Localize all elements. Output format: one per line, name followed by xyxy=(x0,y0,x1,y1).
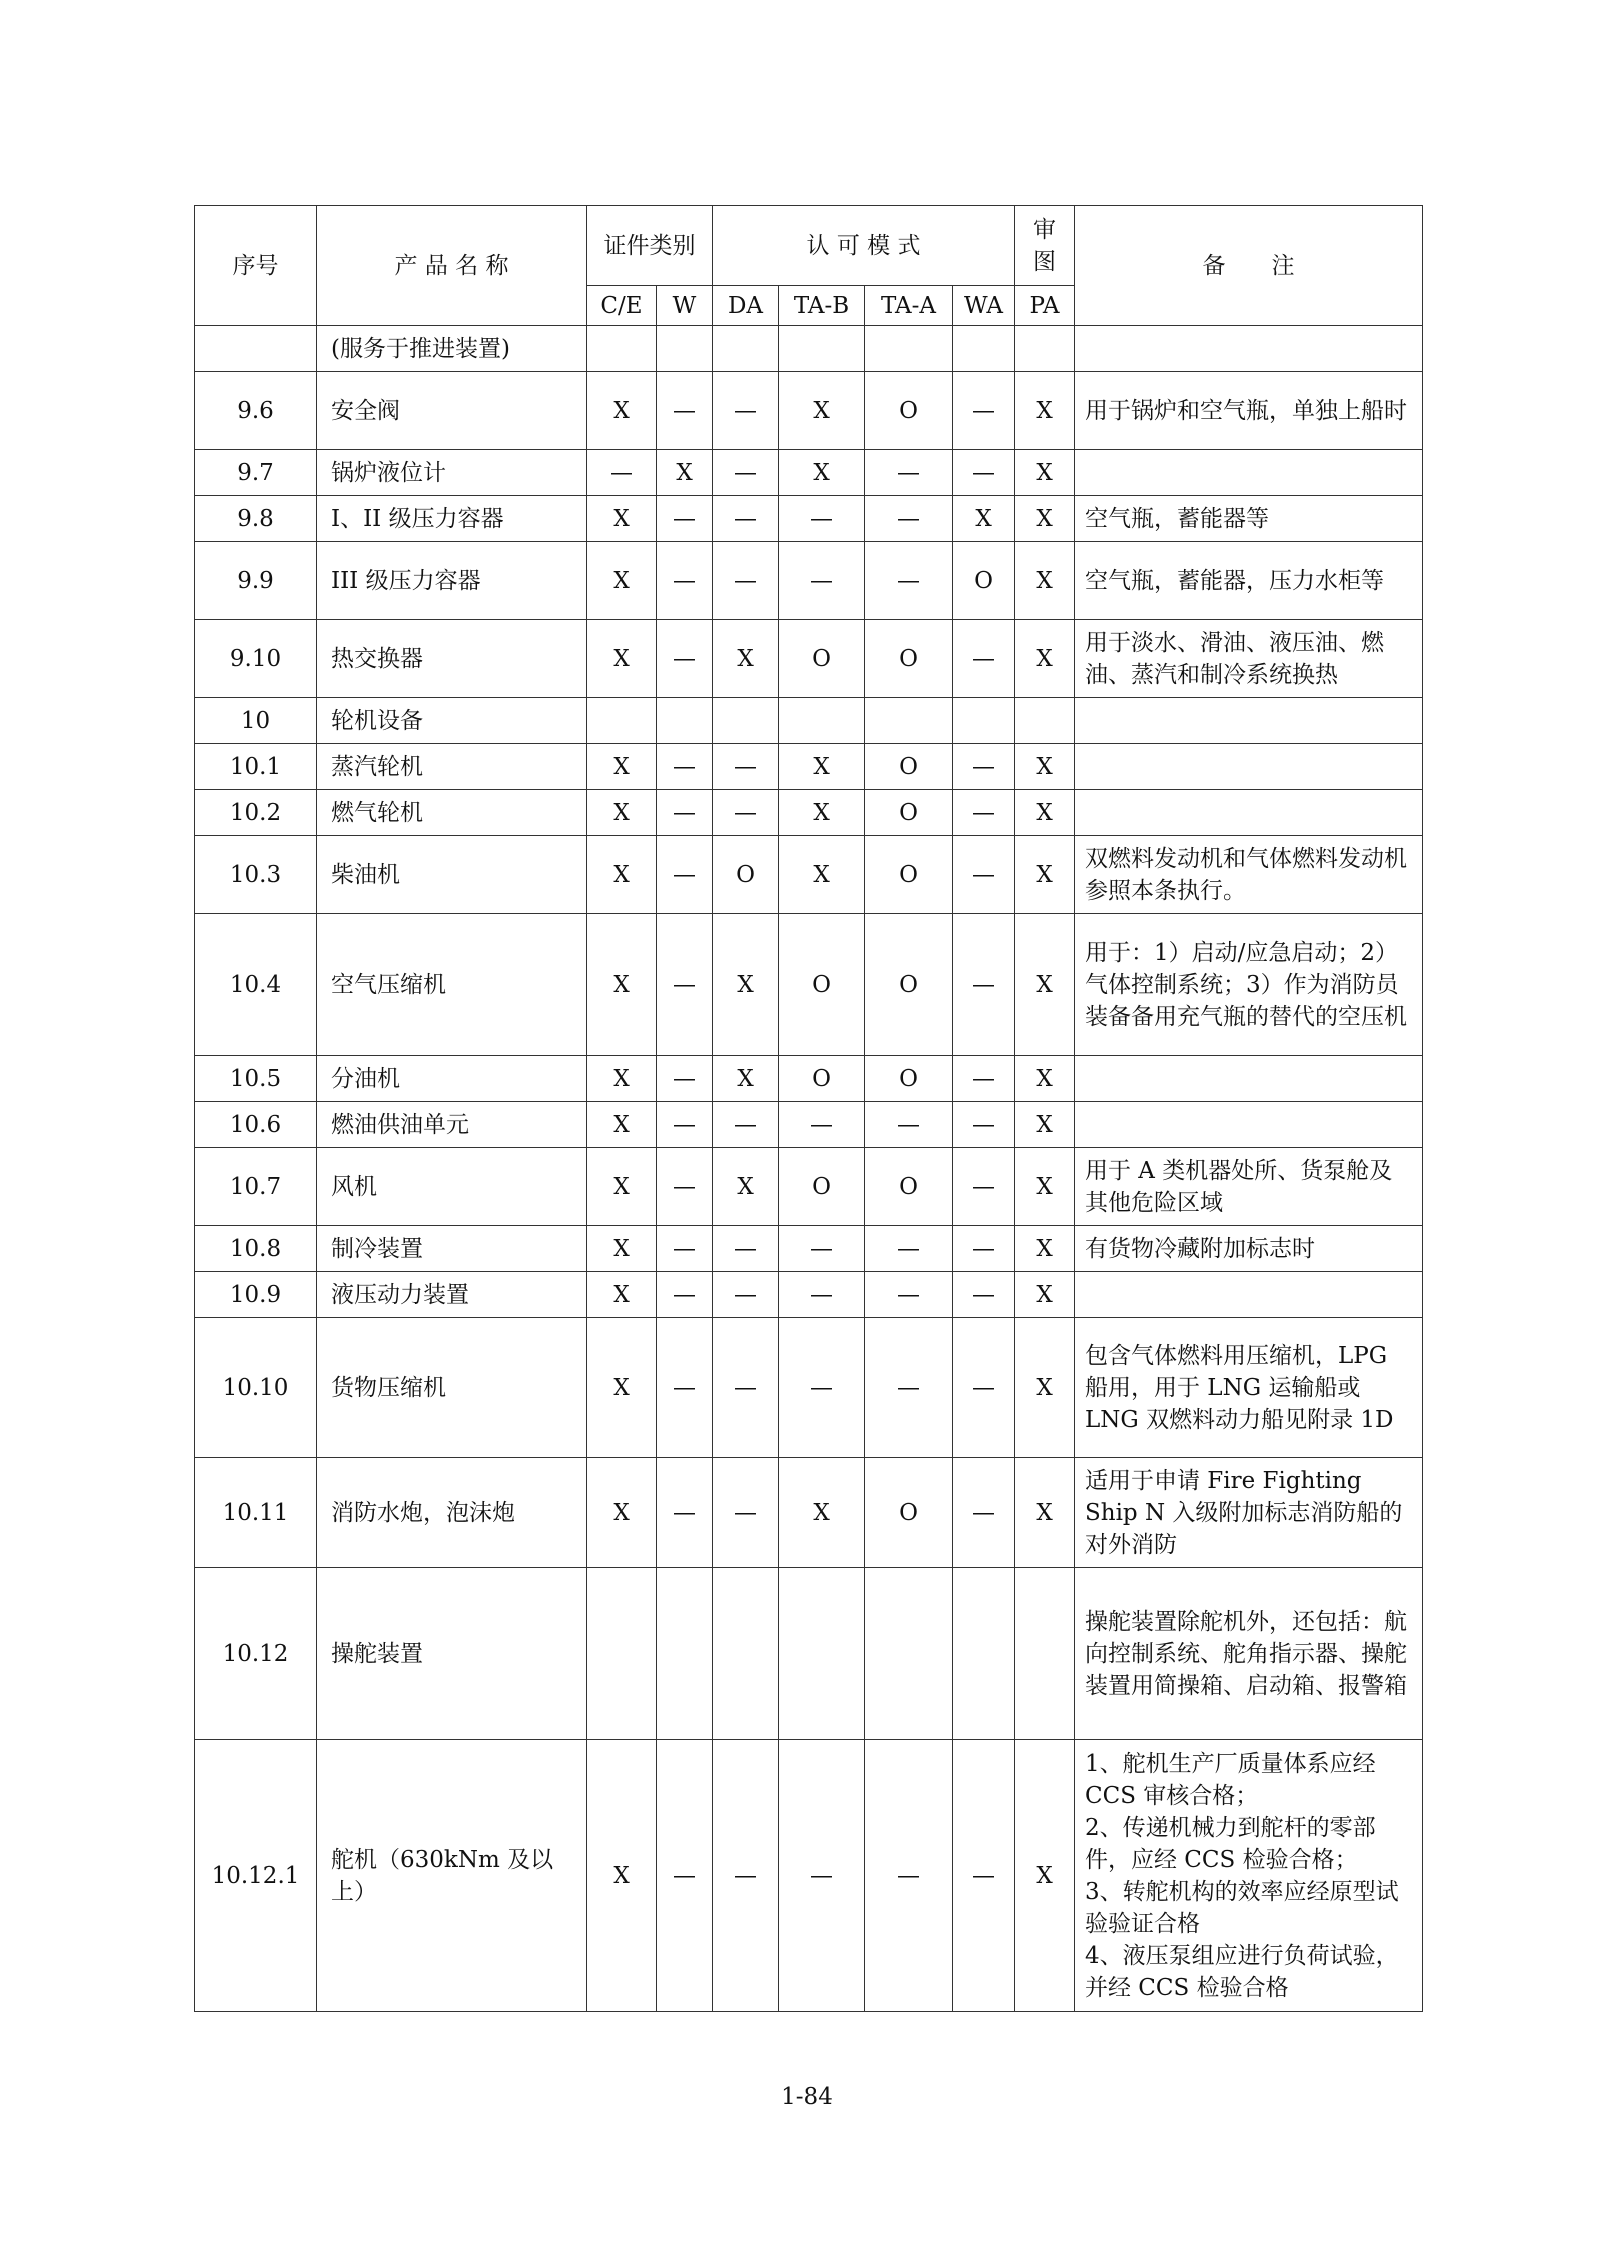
cell-ce: X xyxy=(587,1318,657,1458)
cell-seq: 9.7 xyxy=(195,450,317,496)
col-header-seq: 序号 xyxy=(195,206,317,326)
cell-ce: X xyxy=(587,744,657,790)
cell-wa: — xyxy=(953,836,1015,914)
cell-taa xyxy=(865,698,953,744)
cell-taa: — xyxy=(865,1102,953,1148)
cell-seq: 9.10 xyxy=(195,620,317,698)
cell-ce: X xyxy=(587,1458,657,1568)
cell-remark xyxy=(1075,326,1423,372)
cell-tab: X xyxy=(779,836,865,914)
cell-tab xyxy=(779,698,865,744)
cell-tab: — xyxy=(779,1272,865,1318)
cell-seq: 10.4 xyxy=(195,914,317,1056)
cell-pa: X xyxy=(1015,1148,1075,1226)
cell-w: — xyxy=(657,1740,713,2012)
cell-pa: X xyxy=(1015,1056,1075,1102)
cell-tab: — xyxy=(779,496,865,542)
cell-w: — xyxy=(657,790,713,836)
cell-remark: 操舵装置除舵机外，还包括：航向控制系统、舵角指示器、操舵装置用简操箱、启动箱、报警箱 xyxy=(1075,1568,1423,1740)
table-row xyxy=(195,496,1423,542)
cell-ce xyxy=(587,698,657,744)
cell-ce: X xyxy=(587,914,657,1056)
table-row xyxy=(195,914,1423,1056)
cell-da: — xyxy=(713,1458,779,1568)
cell-seq: 10.12 xyxy=(195,1568,317,1740)
cell-w xyxy=(657,1568,713,1740)
cell-remark: 双燃料发动机和气体燃料发动机参照本条执行。 xyxy=(1075,836,1423,914)
cell-tab xyxy=(779,326,865,372)
col-header-drawing-review: 审图 xyxy=(1015,206,1075,286)
cell-remark xyxy=(1075,790,1423,836)
cell-remark: 1、舵机生产厂质量体系应经 CCS 审核合格； 2、传递机械力到舵杆的零部件，应经 CCS 检验合格； 3、转舵机构的效率应经原型试验验证合格 4、液压泵组应进行负荷试验，并经 CCS 检验合格 xyxy=(1075,1740,1423,2012)
cell-w: — xyxy=(657,620,713,698)
cell-seq: 10.12.1 xyxy=(195,1740,317,2012)
cell-taa: O xyxy=(865,1056,953,1102)
cell-w: — xyxy=(657,1458,713,1568)
cell-da: — xyxy=(713,372,779,450)
cell-remark: 用于锅炉和空气瓶，单独上船时 xyxy=(1075,372,1423,450)
cell-wa: — xyxy=(953,1226,1015,1272)
cell-da: — xyxy=(713,790,779,836)
cell-w: — xyxy=(657,542,713,620)
cell-w: — xyxy=(657,496,713,542)
cell-wa: — xyxy=(953,1318,1015,1458)
cell-seq: 10.2 xyxy=(195,790,317,836)
cell-ce: X xyxy=(587,1056,657,1102)
cell-ce xyxy=(587,326,657,372)
cell-taa: O xyxy=(865,1458,953,1568)
cell-ce: X xyxy=(587,1740,657,2012)
cell-wa: — xyxy=(953,914,1015,1056)
cell-tab: X xyxy=(779,790,865,836)
cell-da xyxy=(713,698,779,744)
cell-pa: X xyxy=(1015,620,1075,698)
cell-product-name: 柴油机 xyxy=(317,836,587,914)
table-row xyxy=(195,698,1423,744)
col-header-remarks: 备 注 xyxy=(1075,206,1423,326)
cell-taa: O xyxy=(865,744,953,790)
cell-pa: X xyxy=(1015,542,1075,620)
cell-tab: O xyxy=(779,914,865,1056)
cell-taa: — xyxy=(865,1740,953,2012)
cell-taa xyxy=(865,326,953,372)
cell-da: — xyxy=(713,1740,779,2012)
cell-product-name: 蒸汽轮机 xyxy=(317,744,587,790)
cell-tab: O xyxy=(779,620,865,698)
table-row xyxy=(195,372,1423,450)
cell-w xyxy=(657,326,713,372)
cell-taa: — xyxy=(865,450,953,496)
col-header-w: W xyxy=(657,286,713,326)
cell-da: — xyxy=(713,450,779,496)
cell-taa: O xyxy=(865,1148,953,1226)
cell-ce: X xyxy=(587,1226,657,1272)
cell-remark: 空气瓶，蓄能器等 xyxy=(1075,496,1423,542)
cell-seq: 10.8 xyxy=(195,1226,317,1272)
cell-taa: — xyxy=(865,496,953,542)
cell-remark: 适用于申请 Fire Fighting Ship N 入级附加标志消防船的对外消防 xyxy=(1075,1458,1423,1568)
cell-tab: — xyxy=(779,1740,865,2012)
table-row xyxy=(195,1226,1423,1272)
cell-product-name: 空气压缩机 xyxy=(317,914,587,1056)
cell-wa xyxy=(953,326,1015,372)
cell-wa: — xyxy=(953,620,1015,698)
cell-da: — xyxy=(713,744,779,790)
cell-pa: X xyxy=(1015,914,1075,1056)
cell-ce: X xyxy=(587,1148,657,1226)
cell-product-name: 分油机 xyxy=(317,1056,587,1102)
col-header-da: DA xyxy=(713,286,779,326)
cell-pa: X xyxy=(1015,790,1075,836)
cell-pa: X xyxy=(1015,496,1075,542)
cell-ce: X xyxy=(587,836,657,914)
cell-da xyxy=(713,326,779,372)
cell-ce: X xyxy=(587,542,657,620)
cell-tab: — xyxy=(779,1318,865,1458)
cell-taa: O xyxy=(865,836,953,914)
table-row xyxy=(195,326,1423,372)
cell-product-name: III 级压力容器 xyxy=(317,542,587,620)
cell-ce xyxy=(587,1568,657,1740)
cell-pa: X xyxy=(1015,1226,1075,1272)
cell-remark xyxy=(1075,698,1423,744)
cell-product-name: 安全阀 xyxy=(317,372,587,450)
cell-da: — xyxy=(713,496,779,542)
cell-pa: X xyxy=(1015,1740,1075,2012)
cell-w xyxy=(657,698,713,744)
cell-tab: X xyxy=(779,744,865,790)
cell-seq: 10.11 xyxy=(195,1458,317,1568)
cell-remark: 空气瓶，蓄能器，压力水柜等 xyxy=(1075,542,1423,620)
col-header-ta-a: TA-A xyxy=(865,286,953,326)
cell-tab: — xyxy=(779,1102,865,1148)
cell-seq: 9.6 xyxy=(195,372,317,450)
cell-taa: O xyxy=(865,372,953,450)
cell-product-name: 货物压缩机 xyxy=(317,1318,587,1458)
cell-wa: — xyxy=(953,1056,1015,1102)
cell-seq: 10.5 xyxy=(195,1056,317,1102)
cell-w: — xyxy=(657,836,713,914)
cell-taa: O xyxy=(865,620,953,698)
cell-wa: — xyxy=(953,744,1015,790)
cell-tab: X xyxy=(779,372,865,450)
cell-wa: — xyxy=(953,1102,1015,1148)
cell-taa: — xyxy=(865,542,953,620)
cell-tab: O xyxy=(779,1056,865,1102)
cell-wa: — xyxy=(953,1272,1015,1318)
cell-pa xyxy=(1015,326,1075,372)
cell-seq xyxy=(195,326,317,372)
cell-tab: X xyxy=(779,1458,865,1568)
cell-tab xyxy=(779,1568,865,1740)
cell-product-name: (服务于推进装置) xyxy=(317,326,587,372)
cell-ce: X xyxy=(587,372,657,450)
cell-seq: 10.1 xyxy=(195,744,317,790)
cell-w: — xyxy=(657,744,713,790)
cell-ce: X xyxy=(587,1102,657,1148)
cell-w: — xyxy=(657,1272,713,1318)
cell-pa: X xyxy=(1015,836,1075,914)
cell-seq: 10.10 xyxy=(195,1318,317,1458)
cell-remark: 用于 A 类机器处所、货泵舱及其他危险区域 xyxy=(1075,1148,1423,1226)
cell-da: — xyxy=(713,542,779,620)
cell-pa xyxy=(1015,698,1075,744)
cell-product-name: 液压动力装置 xyxy=(317,1272,587,1318)
cell-ce: X xyxy=(587,620,657,698)
table-row xyxy=(195,1272,1423,1318)
col-header-ta-b: TA-B xyxy=(779,286,865,326)
cell-da: — xyxy=(713,1226,779,1272)
cell-ce: — xyxy=(587,450,657,496)
cell-remark xyxy=(1075,1056,1423,1102)
cell-w: — xyxy=(657,1226,713,1272)
cell-remark: 用于淡水、滑油、液压油、燃油、蒸汽和制冷系统换热 xyxy=(1075,620,1423,698)
col-header-name: 产 品 名 称 xyxy=(317,206,587,326)
table-row xyxy=(195,1056,1423,1102)
table-body xyxy=(195,326,1423,2012)
cell-da: X xyxy=(713,620,779,698)
cell-product-name: 燃气轮机 xyxy=(317,790,587,836)
cell-seq: 10.3 xyxy=(195,836,317,914)
cell-da: — xyxy=(713,1272,779,1318)
cell-pa: X xyxy=(1015,1102,1075,1148)
cell-wa: — xyxy=(953,372,1015,450)
cell-remark xyxy=(1075,1102,1423,1148)
cell-pa: X xyxy=(1015,1318,1075,1458)
cell-wa xyxy=(953,698,1015,744)
cell-ce: X xyxy=(587,1272,657,1318)
cell-pa: X xyxy=(1015,744,1075,790)
table-row xyxy=(195,1458,1423,1568)
cell-da: X xyxy=(713,1148,779,1226)
table-row xyxy=(195,1568,1423,1740)
table-row xyxy=(195,1102,1423,1148)
cell-wa: — xyxy=(953,1740,1015,2012)
cell-product-name: 锅炉液位计 xyxy=(317,450,587,496)
cell-product-name: 轮机设备 xyxy=(317,698,587,744)
col-header-cert-type: 证件类别 xyxy=(587,206,713,286)
cell-tab: — xyxy=(779,1226,865,1272)
cell-w: X xyxy=(657,450,713,496)
cell-seq: 10.9 xyxy=(195,1272,317,1318)
cell-taa: O xyxy=(865,914,953,1056)
cell-da xyxy=(713,1568,779,1740)
table-row xyxy=(195,1318,1423,1458)
cell-seq: 9.8 xyxy=(195,496,317,542)
cell-seq: 10.7 xyxy=(195,1148,317,1226)
cell-wa xyxy=(953,1568,1015,1740)
table-row xyxy=(195,542,1423,620)
table-row xyxy=(195,744,1423,790)
cell-wa: — xyxy=(953,450,1015,496)
cell-pa: X xyxy=(1015,1272,1075,1318)
cell-wa: — xyxy=(953,1148,1015,1226)
cell-pa: X xyxy=(1015,372,1075,450)
cell-ce: X xyxy=(587,790,657,836)
cell-da: O xyxy=(713,836,779,914)
cell-w: — xyxy=(657,1318,713,1458)
col-header-approval-mode: 认 可 模 式 xyxy=(713,206,1015,286)
cell-product-name: 舵机（630kNm 及以上） xyxy=(317,1740,587,2012)
cell-wa: O xyxy=(953,542,1015,620)
cell-w: — xyxy=(657,914,713,1056)
cell-wa: — xyxy=(953,1458,1015,1568)
cell-product-name: 操舵装置 xyxy=(317,1568,587,1740)
cell-seq: 9.9 xyxy=(195,542,317,620)
cell-tab: — xyxy=(779,542,865,620)
cell-remark: 有货物冷藏附加标志时 xyxy=(1075,1226,1423,1272)
col-header-wa: WA xyxy=(953,286,1015,326)
cell-remark: 包含气体燃料用压缩机，LPG 船用，用于 LNG 运输船或 LNG 双燃料动力船见附录 1D xyxy=(1075,1318,1423,1458)
table-row xyxy=(195,1740,1423,2012)
cell-remark xyxy=(1075,744,1423,790)
cell-tab: X xyxy=(779,450,865,496)
table-row xyxy=(195,790,1423,836)
table-row xyxy=(195,836,1423,914)
cell-remark: 用于：1）启动/应急启动；2）气体控制系统；3）作为消防员装备备用充气瓶的替代的空压机 xyxy=(1075,914,1423,1056)
cell-wa: — xyxy=(953,790,1015,836)
cell-taa xyxy=(865,1568,953,1740)
cell-taa: — xyxy=(865,1318,953,1458)
cell-da: X xyxy=(713,914,779,1056)
cell-da: X xyxy=(713,1056,779,1102)
cell-product-name: 风机 xyxy=(317,1148,587,1226)
table-row xyxy=(195,620,1423,698)
cell-tab: O xyxy=(779,1148,865,1226)
cell-pa: X xyxy=(1015,1458,1075,1568)
cell-remark xyxy=(1075,450,1423,496)
cell-w: — xyxy=(657,1148,713,1226)
cell-seq: 10.6 xyxy=(195,1102,317,1148)
equipment-approval-table xyxy=(194,205,1423,2012)
cell-wa: X xyxy=(953,496,1015,542)
page-number: 1-84 xyxy=(781,2084,833,2110)
cell-taa: — xyxy=(865,1272,953,1318)
table-row xyxy=(195,450,1423,496)
cell-seq: 10 xyxy=(195,698,317,744)
cell-remark xyxy=(1075,1272,1423,1318)
cell-w: — xyxy=(657,1056,713,1102)
cell-taa: O xyxy=(865,790,953,836)
cell-ce: X xyxy=(587,496,657,542)
cell-taa: — xyxy=(865,1226,953,1272)
col-header-pa: PA xyxy=(1015,286,1075,326)
cell-product-name: 消防水炮，泡沫炮 xyxy=(317,1458,587,1568)
cell-da: — xyxy=(713,1102,779,1148)
cell-w: — xyxy=(657,372,713,450)
cell-w: — xyxy=(657,1102,713,1148)
cell-da: — xyxy=(713,1318,779,1458)
cell-product-name: I、II 级压力容器 xyxy=(317,496,587,542)
cell-product-name: 制冷装置 xyxy=(317,1226,587,1272)
cell-product-name: 燃油供油单元 xyxy=(317,1102,587,1148)
table-row xyxy=(195,1148,1423,1226)
col-header-ce: C/E xyxy=(587,286,657,326)
cell-pa: X xyxy=(1015,450,1075,496)
cell-pa xyxy=(1015,1568,1075,1740)
cell-product-name: 热交换器 xyxy=(317,620,587,698)
